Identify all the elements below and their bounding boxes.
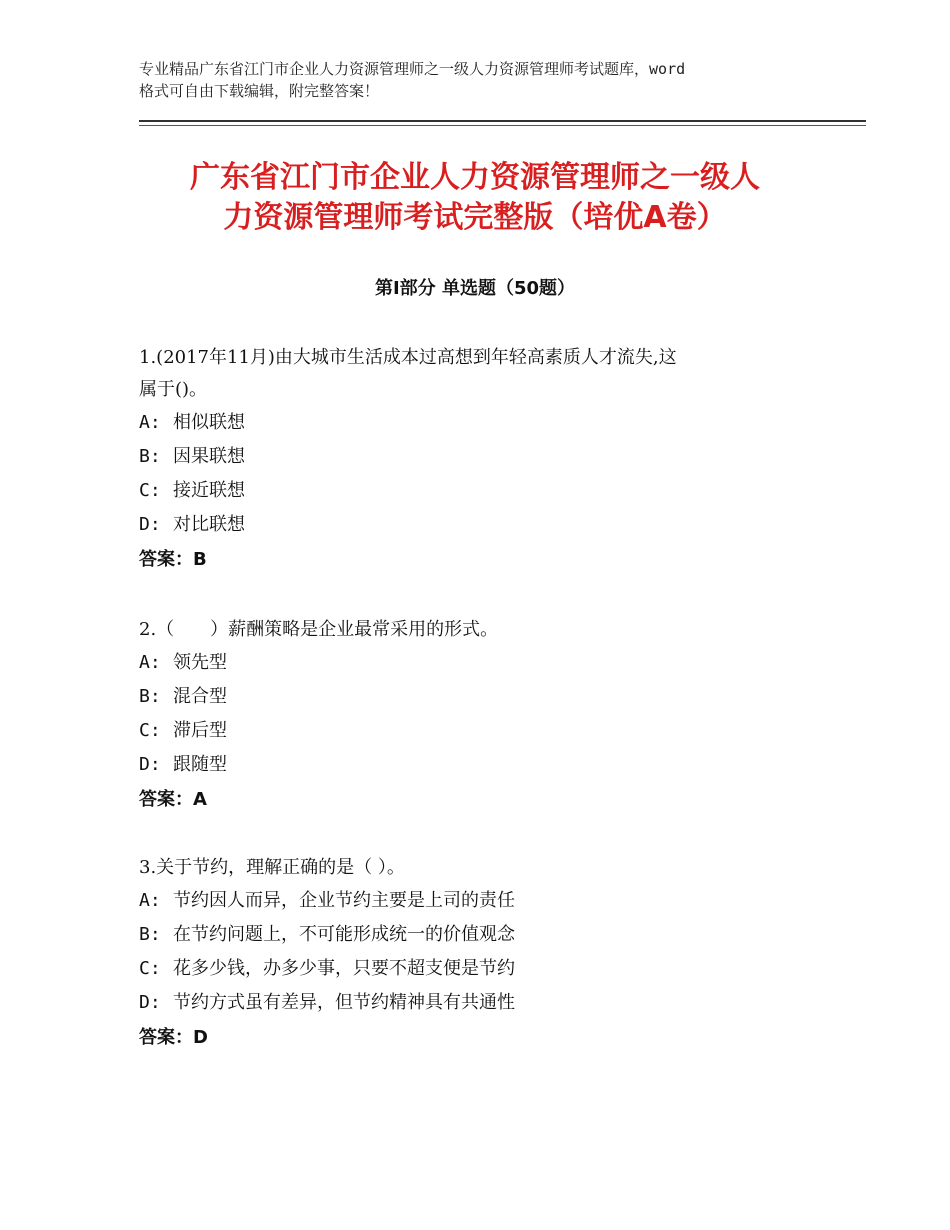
option-text: 节约因人而异，企业节约主要是上司的责任 [173,890,515,911]
answer-label: 答案：D [139,1027,208,1048]
question-stem: 3.关于节约，理解正确的是（ ）。 [139,857,405,878]
option-letter: A: [139,890,161,911]
option-letter: B: [139,924,161,945]
option-b [139,440,839,474]
option-d [139,986,839,1020]
option-text: 滞后型 [173,720,227,741]
question-stem: 2.（ ）薪酬策略是企业最常采用的形式。 [139,619,499,640]
option-letter: D: [139,992,161,1013]
question-stem: 1.(2017年11月)由大城市生活成本过高想到年轻高素质人才流失,这 [139,347,677,368]
section-title: 第Ⅰ部分 单选题（50题） [374,278,575,299]
option-letter: A: [139,412,161,433]
option-d [139,508,839,542]
option-letter: C: [139,480,161,501]
option-d [139,748,839,782]
question-3 [139,852,839,1056]
header-note-line2: 格式可自由下载编辑，附完整答案！ [139,82,380,100]
option-a [139,406,839,440]
option-letter: D: [139,514,161,535]
option-text: 跟随型 [173,754,227,775]
header-divider-thick [139,120,866,122]
option-text: 在节约问题上，不可能形成统一的价值观念 [173,924,515,945]
option-b [139,918,839,952]
option-c [139,474,839,508]
option-text: 接近联想 [173,480,245,501]
answer-label: 答案：B [139,549,207,570]
option-a [139,884,839,918]
question-1 [139,342,839,578]
question-2 [139,614,839,818]
option-c [139,714,839,748]
option-letter: B: [139,446,161,467]
answer-label: 答案：A [139,789,207,810]
document-title [100,158,850,238]
option-letter: B: [139,686,161,707]
option-letter: C: [139,958,161,979]
option-text: 因果联想 [173,446,245,467]
option-a [139,646,839,680]
option-b [139,680,839,714]
option-letter: A: [139,652,161,673]
option-text: 对比联想 [173,514,245,535]
option-letter: D: [139,754,161,775]
header-divider-thin [139,125,866,126]
header-note-line1: 专业精品广东省江门市企业人力资源管理师之一级人力资源管理师考试题库，word [139,60,686,78]
question-stem-continued: 属于()。 [139,379,208,400]
option-text: 节约方式虽有差异，但节约精神具有共通性 [173,992,515,1013]
option-text: 混合型 [173,686,227,707]
option-text: 花多少钱，办多少事，只要不超支便是节约 [173,958,515,979]
option-c [139,952,839,986]
option-letter: C: [139,720,161,741]
document-title-line1: 广东省江门市企业人力资源管理师之一级人 [190,160,760,195]
option-text: 领先型 [173,652,227,673]
document-title-line2: 力资源管理师考试完整版（培优A卷） [223,200,727,235]
option-text: 相似联想 [173,412,245,433]
header-note [139,58,839,102]
